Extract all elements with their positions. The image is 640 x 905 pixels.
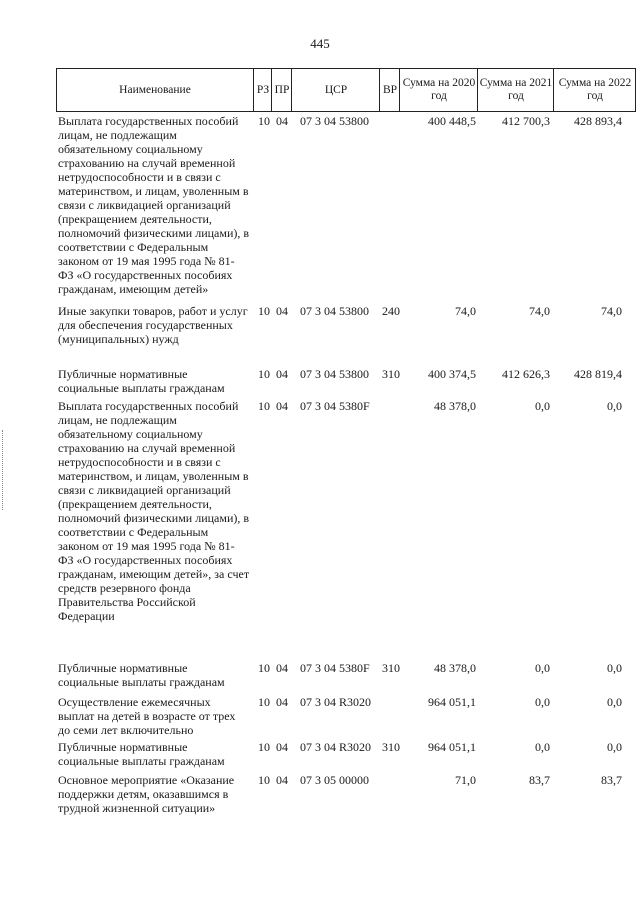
row-sum-2021: 0,0 (535, 740, 550, 754)
row-rz: 10 (258, 367, 270, 381)
row-pr: 04 (276, 114, 288, 128)
row-rz: 10 (258, 773, 270, 787)
header-name: Наименование (119, 83, 191, 96)
row-name: Осуществление ежемесячных выплат на детей в возрасте от трех до семи лет включительно (58, 695, 236, 737)
row-sum-2021: 0,0 (535, 695, 550, 709)
row-sum-2021: 0,0 (535, 661, 550, 675)
row-csr: 07 3 04 5380F (300, 399, 370, 413)
header-pr: ПР (271, 69, 292, 111)
row-vr: 310 (382, 367, 400, 381)
header-sum-2020: Сумма на 2020 год (399, 69, 478, 111)
row-csr: 07 3 04 R3020 (300, 740, 372, 754)
header-sum-2021: Сумма на 2021 год (477, 69, 554, 111)
header-csr: ЦСР (291, 69, 380, 111)
header-vr: ВР (379, 69, 400, 111)
row-sum-2022: 0,0 (607, 695, 622, 709)
row-sum-2020: 71,0 (455, 773, 476, 787)
row-sum-2020: 400 374,5 (428, 367, 476, 381)
row-vr: 240 (382, 304, 400, 318)
row-pr: 04 (276, 304, 288, 318)
margin-mark (2, 430, 6, 510)
row-pr: 04 (276, 695, 288, 709)
row-name: Выплата государственных пособий лицам, не подлежащим обязательному социальному страхованию на случай временной нетрудоспособности и в связи с материнством, и лицам, уволенным в связи с ликвидацией организаций (прекращением деятельности, полномочий физическими лицами), в соответствии с Федеральным законом от 19 мая 1995 года № 81-ФЗ «О государственных пособиях гражданам, имеющим детей» (58, 114, 250, 296)
row-name: Иные закупки товаров, работ и услуг для обеспечения государственных (муниципальных) нужд (58, 304, 248, 346)
row-vr: 310 (382, 661, 400, 675)
row-sum-2022: 0,0 (607, 399, 622, 413)
row-rz: 10 (258, 114, 270, 128)
row-name: Выплата государственных пособий лицам, не подлежащим обязательному социальному страхованию на случай временной нетрудоспособности и в связи с материнством, и лицам, уволенным в связи с ликвидацией организаций (прекращением деятельности, полномочий физическими лицами), в соответствии с Федеральным законом от 19 мая 1995 года № 81-ФЗ «О государственных пособиях гражданам, имеющим детей», за счет средств резервного фонда Правительства Российской Федерации (58, 399, 250, 623)
row-sum-2020: 964 051,1 (428, 740, 476, 754)
row-rz: 10 (258, 304, 270, 318)
row-name: Публичные нормативные социальные выплаты гражданам (58, 661, 225, 689)
table-header (56, 68, 636, 112)
row-sum-2022: 0,0 (607, 740, 622, 754)
header-sum-2022: Сумма на 2022 год (553, 69, 636, 111)
row-rz: 10 (258, 661, 270, 675)
row-csr: 07 3 04 53800 (300, 367, 369, 381)
row-csr: 07 3 04 R3020 (300, 695, 372, 709)
row-pr: 04 (276, 773, 288, 787)
row-name: Основное мероприятие «Оказание поддержки детям, оказавшимся в трудной жизненной ситуации» (58, 773, 235, 815)
row-sum-2020: 400 448,5 (428, 114, 476, 128)
row-pr: 04 (276, 740, 288, 754)
row-sum-2021: 412 700,3 (502, 114, 550, 128)
page-number: 445 (310, 36, 330, 51)
row-sum-2021: 0,0 (535, 399, 550, 413)
row-sum-2021: 83,7 (529, 773, 550, 787)
row-sum-2022: 0,0 (607, 661, 622, 675)
row-csr: 07 3 04 53800 (300, 304, 369, 318)
row-pr: 04 (276, 399, 288, 413)
header-rz: РЗ (253, 69, 272, 111)
row-vr: 310 (382, 740, 400, 754)
row-sum-2022: 428 819,4 (574, 367, 622, 381)
row-name: Публичные нормативные социальные выплаты гражданам (58, 740, 225, 768)
row-sum-2022: 83,7 (601, 773, 622, 787)
row-rz: 10 (258, 740, 270, 754)
row-rz: 10 (258, 695, 270, 709)
row-sum-2020: 74,0 (455, 304, 476, 318)
row-sum-2022: 74,0 (601, 304, 622, 318)
row-sum-2021: 74,0 (529, 304, 550, 318)
row-csr: 07 3 05 00000 (300, 773, 369, 787)
row-sum-2021: 412 626,3 (502, 367, 550, 381)
row-rz: 10 (258, 399, 270, 413)
row-name: Публичные нормативные социальные выплаты гражданам (58, 367, 225, 395)
row-sum-2022: 428 893,4 (574, 114, 622, 128)
row-csr: 07 3 04 53800 (300, 114, 369, 128)
row-pr: 04 (276, 661, 288, 675)
row-pr: 04 (276, 367, 288, 381)
row-sum-2020: 48 378,0 (434, 399, 476, 413)
row-sum-2020: 964 051,1 (428, 695, 476, 709)
row-csr: 07 3 04 5380F (300, 661, 370, 675)
row-sum-2020: 48 378,0 (434, 661, 476, 675)
